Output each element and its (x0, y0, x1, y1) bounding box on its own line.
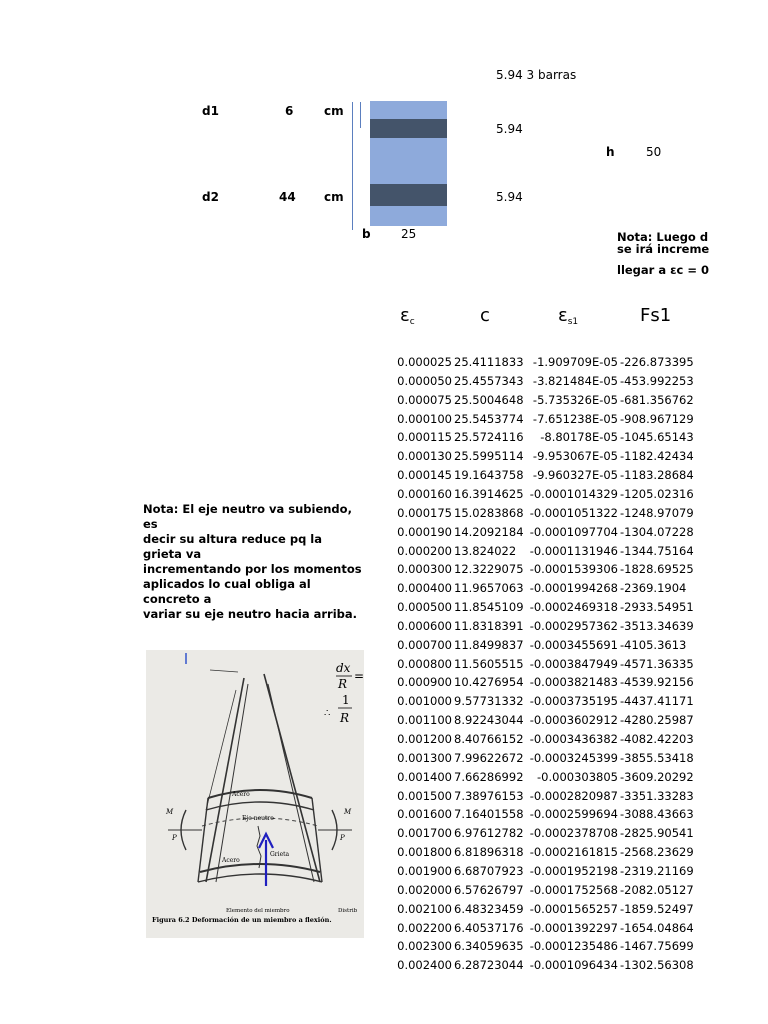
label-grieta: Grieta (270, 851, 290, 858)
table-row (384, 939, 694, 958)
es1-cell: -3.821484E-05 (532, 373, 618, 388)
table-row (384, 789, 694, 808)
label-elemento: Elemento del miembro (226, 908, 290, 914)
c-cell: 13.824022 (454, 543, 517, 558)
table-row (384, 751, 694, 770)
note-line-1: Nota: El eje neutro va subiendo, es (143, 502, 352, 531)
label-distrib: Distrib (338, 908, 358, 914)
ec-cell: 0.002100 (397, 901, 452, 916)
label-r2: R (340, 711, 350, 725)
ec-cell: 0.000075 (397, 392, 452, 407)
table-row (384, 675, 694, 694)
es1-cell: -0.0003436382 (529, 732, 618, 746)
c-cell: 7.66286992 (454, 769, 524, 784)
figure-caption: Figura 6.2 Deformación de un miembro a flexión. (152, 916, 332, 924)
table-row (384, 468, 694, 487)
table-row (384, 883, 694, 902)
fs1-cell: -2319.21169 (620, 863, 694, 878)
fs1-cell: -226.873395 (620, 355, 694, 369)
ec-cell: 0.001700 (397, 826, 452, 841)
fs1-cell: -1182.42434 (620, 449, 694, 464)
table-row (384, 902, 694, 921)
ec-cell: 0.001900 (397, 863, 452, 878)
table-row (384, 355, 694, 374)
fs1-cell: -4539.92156 (620, 675, 694, 690)
c-cell: 11.8545109 (454, 600, 524, 615)
label-p-right: P (340, 834, 345, 842)
ec-cell: 0.001000 (397, 694, 452, 709)
ec-cell: 0.002000 (397, 882, 452, 897)
label-one: 1 (342, 693, 350, 707)
table-row (384, 732, 694, 751)
d2-dimension-line (352, 102, 353, 230)
es1-cell: -0.0001565257 (529, 901, 618, 916)
fs1-cell: -3513.34639 (620, 618, 694, 633)
table-row (384, 562, 694, 581)
c-cell: 7.16401558 (454, 807, 524, 822)
table-row (384, 958, 694, 977)
c-cell: 25.4111833 (454, 355, 524, 369)
es1-cell: -5.735326E-05 (532, 392, 618, 407)
table-row (384, 770, 694, 789)
member-deformation-diagram (146, 650, 364, 938)
c-cell: 15.0283868 (454, 505, 524, 520)
es1-cell: -0.0001752568 (529, 882, 618, 897)
c-cell: 12.3229075 (454, 562, 524, 577)
c-cell: 7.99622672 (454, 750, 524, 765)
es1-cell: -0.0001994268 (529, 581, 618, 596)
es1-cell: -0.000303805 (537, 769, 618, 784)
ec-cell: 0.001300 (397, 750, 452, 765)
c-cell: 6.48323459 (454, 901, 524, 916)
table-row (384, 845, 694, 864)
c-cell: 6.40537176 (454, 920, 524, 935)
ec-cell: 0.000900 (397, 675, 452, 690)
fs1-cell: -4280.25987 (620, 713, 694, 728)
fs1-cell: -1344.75164 (620, 543, 694, 558)
c-cell: 8.40766152 (454, 732, 524, 746)
ec-cell: 0.001600 (397, 807, 452, 822)
bottom-bar-area: 5.94 (496, 190, 523, 204)
fs1-cell: -1248.97079 (620, 505, 694, 520)
b-name: b (362, 227, 371, 241)
fs1-cell: -1302.56308 (620, 958, 694, 973)
es1-cell: -9.953067E-05 (532, 449, 618, 464)
es1-cell: -0.0002599694 (529, 807, 618, 822)
es1-cell: -0.0003602912 (529, 713, 618, 728)
fs1-cell: -2933.54951 (620, 600, 694, 615)
ec-cell: 0.000200 (397, 543, 452, 558)
ec-cell: 0.001200 (397, 732, 452, 746)
c-cell: 16.3914625 (454, 486, 524, 501)
fs1-cell: -1828.69525 (620, 562, 694, 577)
note-line-4: aplicados lo cual obliga al concreto a (143, 577, 311, 606)
table-row (384, 525, 694, 544)
table-row (384, 581, 694, 600)
d2-name: d2 (202, 190, 219, 204)
es1-cell: -0.0003455691 (529, 637, 618, 652)
es1-cell: -0.0002161815 (529, 845, 618, 860)
c-cell: 6.34059635 (454, 939, 524, 954)
ec-cell: 0.000600 (397, 618, 452, 633)
es1-cell: -0.0001051322 (529, 505, 618, 520)
ec-cell: 0.000025 (397, 355, 452, 369)
table-row (384, 544, 694, 563)
table-row (384, 807, 694, 826)
d1-name: d1 (202, 104, 219, 118)
ec-cell: 0.002300 (397, 939, 452, 954)
fs1-cell: -1467.75699 (620, 939, 694, 954)
c-cell: 11.8499837 (454, 637, 524, 652)
es1-cell: -0.0001096434 (529, 958, 618, 973)
ec-cell: 0.000175 (397, 505, 452, 520)
d1-unit: cm (324, 104, 344, 118)
es1-cell: -0.0002469318 (529, 600, 618, 615)
es1-cell: -0.0001235486 (529, 939, 618, 954)
table-row (384, 393, 694, 412)
es1-cell: -0.0001014329 (529, 486, 618, 501)
neutral-axis-note (143, 502, 363, 622)
label-m-left: M (166, 808, 174, 816)
fs1-cell: -1654.04864 (620, 920, 694, 935)
ec-cell: 0.000700 (397, 637, 452, 652)
c-cell: 11.8318391 (454, 618, 524, 633)
ec-cell: 0.002400 (397, 958, 452, 973)
ec-cell: 0.000145 (397, 468, 452, 483)
note-line-3: incrementando por los momentos (143, 562, 362, 576)
es1-cell: -0.0003735195 (529, 694, 618, 709)
es1-cell: -0.0002820987 (529, 788, 618, 803)
note-line-2: decir su altura reduce pq la grieta va (143, 532, 323, 561)
table-row (384, 374, 694, 393)
c-cell: 19.1643758 (454, 468, 524, 483)
table-row (384, 600, 694, 619)
ec-cell: 0.000190 (397, 524, 452, 539)
header-es1: $\varepsilon_{s1}$ (558, 305, 579, 327)
b-value: 25 (401, 227, 417, 241)
fs1-cell: -2825.90541 (620, 826, 694, 841)
ec-cell: 0.000050 (397, 373, 452, 388)
ec-cell: 0.000115 (397, 430, 452, 445)
fs1-cell: -3088.43663 (620, 807, 694, 822)
es1-cell: -0.0001392297 (529, 920, 618, 935)
fs1-cell: -4105.3613 (620, 637, 687, 652)
side-note (617, 230, 710, 278)
label-acero-top: Acero (232, 791, 250, 798)
c-cell: 25.5995114 (454, 449, 524, 464)
fs1-cell: -2369.1904 (620, 581, 687, 596)
ec-cell: 0.000400 (397, 581, 452, 596)
es1-cell: -0.0003245399 (529, 750, 618, 765)
table-row (384, 449, 694, 468)
header-c: c (480, 305, 490, 326)
side-note-line-1: Nota: Luego d (617, 230, 709, 244)
table-row (384, 657, 694, 676)
label-p-left: P (172, 834, 177, 842)
top-bar-area: 5.94 (496, 122, 523, 136)
ec-cell: 0.001400 (397, 769, 452, 784)
d1-value: 6 (285, 104, 294, 118)
c-cell: 25.5724116 (454, 430, 524, 445)
side-note-line-2: se irá increme (617, 242, 710, 256)
c-cell: 25.5453774 (454, 411, 524, 426)
label-acero-bottom: Acero (222, 857, 240, 864)
c-cell: 14.2092184 (454, 524, 524, 539)
c-cell: 11.9657063 (454, 581, 524, 596)
es1-cell: -0.0001097704 (529, 524, 618, 539)
c-cell: 6.57626797 (454, 882, 524, 897)
h-name: h (606, 145, 615, 159)
es1-cell: -0.0001539306 (529, 562, 618, 577)
ec-cell: 0.001500 (397, 788, 452, 803)
table-row (384, 412, 694, 431)
top-steel-bar (370, 119, 447, 138)
es1-cell: -0.0003847949 (529, 656, 618, 671)
table-row (384, 430, 694, 449)
ec-cell: 0.000300 (397, 562, 452, 577)
c-cell: 6.28723044 (454, 958, 524, 973)
label-dx: dx (336, 661, 351, 675)
c-cell: 25.4557343 (454, 373, 524, 388)
c-cell: 6.97612782 (454, 826, 524, 841)
ec-cell: 0.002200 (397, 920, 452, 935)
ec-cell: 0.000100 (397, 411, 452, 426)
top-bars-label: 5.94 3 barras (496, 68, 577, 82)
ec-cell: 0.001100 (397, 713, 452, 728)
fs1-cell: -1045.65143 (620, 430, 694, 445)
header-fs1: Fs1 (640, 305, 672, 326)
fs1-cell: -1304.07228 (620, 524, 694, 539)
table-row (384, 619, 694, 638)
c-cell: 10.4276954 (454, 675, 524, 690)
es1-cell: -0.0001131946 (529, 543, 618, 558)
header-ec: $\varepsilon_c$ (400, 305, 415, 327)
label-eq: = (354, 669, 365, 683)
label-eje-neutro: Eje neutro (242, 815, 274, 822)
therefore-dots: ∴ (324, 708, 331, 719)
ec-cell: 0.000800 (397, 656, 452, 671)
fs1-cell: -2082.05127 (620, 882, 694, 897)
fs1-cell: -1859.52497 (620, 901, 694, 916)
table-row (384, 694, 694, 713)
c-cell: 6.81896318 (454, 845, 524, 860)
d2-unit: cm (324, 190, 344, 204)
note-line-5: variar su eje neutro hacia arriba. (143, 607, 358, 621)
fs1-cell: -3609.20292 (620, 769, 694, 784)
table-row (384, 487, 694, 506)
c-cell: 25.5004648 (454, 392, 524, 407)
fs1-cell: -4437.41171 (620, 694, 694, 709)
table-row (384, 826, 694, 845)
c-cell: 9.57731332 (454, 694, 524, 709)
h-value: 50 (646, 145, 662, 159)
es1-cell: -0.0001952198 (529, 863, 618, 878)
table-row (384, 638, 694, 657)
es1-cell: -0.0002378708 (529, 826, 618, 841)
side-note-line-3: llegar a εc = 0 (617, 263, 709, 277)
fs1-cell: -3351.33283 (620, 788, 694, 803)
fs1-cell: -453.992253 (620, 373, 694, 388)
ec-cell: 0.001800 (397, 845, 452, 860)
fs1-cell: -908.967129 (620, 411, 694, 426)
table-row (384, 506, 694, 525)
label-m-right: M (344, 808, 352, 816)
fs1-cell: -2568.23629 (620, 845, 694, 860)
ec-cell: 0.000500 (397, 600, 452, 615)
es1-cell: -8.80178E-05 (540, 430, 618, 445)
es1-cell: -1.909709E-05 (532, 355, 618, 369)
fs1-cell: -1205.02316 (620, 486, 694, 501)
label-r1: R (338, 677, 348, 691)
table-row (384, 921, 694, 940)
fs1-cell: -3855.53418 (620, 750, 694, 765)
c-cell: 8.92243044 (454, 713, 524, 728)
d1-dimension-line (360, 102, 361, 128)
bottom-steel-bar (370, 184, 447, 206)
table-row (384, 864, 694, 883)
c-cell: 6.68707923 (454, 863, 524, 878)
fs1-cell: -4082.42203 (620, 732, 694, 746)
ec-cell: 0.000130 (397, 449, 452, 464)
fs1-cell: -4571.36335 (620, 656, 694, 671)
fs1-cell: -681.356762 (620, 392, 694, 407)
c-cell: 7.38976153 (454, 788, 524, 803)
ec-cell: 0.000160 (397, 486, 452, 501)
table-row (384, 713, 694, 732)
es1-cell: -9.960327E-05 (532, 468, 618, 483)
c-cell: 11.5605515 (454, 656, 524, 671)
flexure-figure (146, 650, 364, 938)
d2-value: 44 (279, 190, 296, 204)
es1-cell: -0.0002957362 (529, 618, 618, 633)
fs1-cell: -1183.28684 (620, 468, 694, 483)
es1-cell: -0.0003821483 (529, 675, 618, 690)
es1-cell: -7.651238E-05 (532, 411, 618, 426)
